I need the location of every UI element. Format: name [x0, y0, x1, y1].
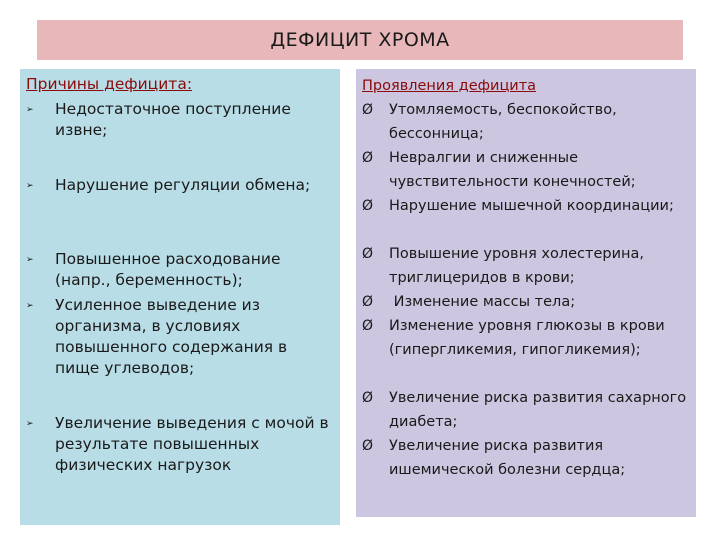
arrow-bullet-icon: Ø [362, 102, 374, 118]
causes-panel [20, 69, 340, 525]
manifestations-list-item: Ø Изменение уровня глюкозы в крови (гипергликемия, гипогликемия); [362, 314, 694, 362]
manifestations-list-item: Ø Повышение уровня холестерина, триглицеридов в крови; [362, 242, 694, 290]
causes-heading: Причины дефицита: [26, 75, 193, 93]
arrow-bullet-icon: Ø [362, 318, 374, 334]
manifestations-list-item: Ø Невралгии и сниженные чувствительности конечностей; [362, 146, 694, 194]
arrow-bullet-icon: Ø [362, 198, 374, 214]
arrow-bullet-icon: Ø [362, 246, 374, 262]
arrow-bullet-icon: ➢ [26, 301, 34, 311]
manifestations-list-item: Ø Увеличение риска развития сахарного диабета; [362, 386, 694, 434]
arrow-bullet-icon: Ø [362, 438, 374, 454]
causes-list-item: ➢ Повышенное расходование (напр., беременность); [26, 250, 281, 289]
manifestations-heading: Проявления дефицита [362, 78, 537, 94]
arrow-bullet-icon: Ø [362, 390, 374, 406]
causes-list-item: ➢ Нарушение регуляции обмена; [26, 175, 336, 196]
manifestations-list-item: Ø Изменение массы тела; [362, 290, 694, 314]
manifestations-list-item: Ø Утомляемость, беспокойство, бессонница; [362, 98, 694, 146]
manifestations-list-item: Ø Нарушение мышечной координации; [362, 194, 694, 218]
arrow-bullet-icon: ➢ [26, 419, 34, 429]
arrow-bullet-icon: ➢ [26, 255, 34, 265]
slide-title: ДЕФИЦИТ ХРОМА [37, 20, 683, 60]
arrow-bullet-icon: Ø [362, 150, 374, 166]
manifestations-panel [356, 69, 696, 517]
arrow-bullet-icon: Ø [362, 294, 374, 310]
arrow-bullet-icon: ➢ [26, 105, 34, 115]
causes-list-item: ➢ Недостаточное поступление извне; [26, 100, 291, 139]
causes-list-item: ➢ Усиленное выведение из организма, в условиях повышенного содержания в пище углеводов; [26, 296, 288, 377]
arrow-bullet-icon: ➢ [26, 181, 34, 191]
manifestations-list-item: Ø Увеличение риска развития ишемической болезни сердца; [362, 434, 694, 482]
causes-list-item: ➢ Увеличение выведения с мочой в результате повышенных физических нагрузок [26, 414, 329, 474]
